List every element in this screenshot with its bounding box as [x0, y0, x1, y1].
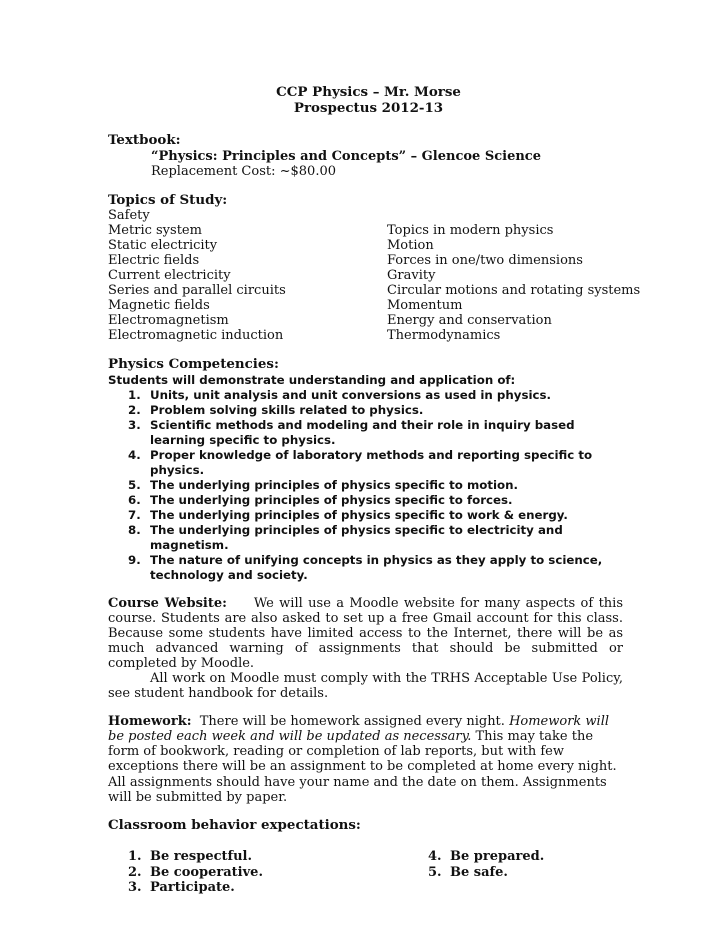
- competencies-heading: Physics Competencies:: [108, 356, 279, 372]
- item-text: Be cooperative.: [150, 864, 263, 880]
- item-number: 3.: [128, 417, 141, 432]
- item-number: 2.: [128, 864, 142, 880]
- item-text: Problem solving skills related to physics.: [150, 402, 424, 417]
- competencies-intro: Students will demonstrate understanding and application of:: [108, 372, 516, 387]
- topic-item: Electromagnetism: [108, 313, 229, 328]
- item-number: 6.: [128, 492, 141, 507]
- competencies-section: [108, 357, 623, 583]
- item-text: The underlying principles of physics specific to forces.: [150, 492, 513, 507]
- topic-item: Electromagnetic induction: [108, 328, 284, 343]
- item-number: 4.: [128, 447, 141, 462]
- item-text: Units, unit analysis and unit conversions as used in physics.: [150, 387, 552, 402]
- course-title: CCP Physics – Mr. Morse: [276, 84, 461, 100]
- list-item: [408, 849, 608, 865]
- item-text: Be prepared.: [450, 849, 545, 865]
- item-number: 1.: [128, 387, 141, 402]
- item-text: Be safe.: [450, 864, 508, 880]
- list-item: [108, 403, 623, 418]
- list-item: [108, 880, 408, 896]
- list-item: [108, 493, 623, 508]
- list-item: [108, 553, 623, 583]
- document-header: [108, 84, 623, 116]
- topic-item: Electric fields: [108, 253, 200, 268]
- topic-item: Circular motions and rotating systems: [387, 283, 641, 298]
- topic-item: Magnetic fields: [108, 298, 210, 313]
- homework-section: [108, 714, 623, 805]
- behavior-heading: Classroom behavior expectations:: [108, 816, 361, 833]
- item-number: 5.: [128, 477, 141, 492]
- topic-item: Forces in one/two dimensions: [387, 253, 583, 268]
- item-number: 2.: [128, 402, 141, 417]
- list-item: [108, 418, 623, 448]
- list-item: [108, 865, 408, 881]
- topic-item: Series and parallel circuits: [108, 283, 286, 298]
- topic-item: Motion: [387, 238, 434, 253]
- topics-right-column: [387, 223, 641, 343]
- item-number: 3.: [128, 880, 142, 896]
- item-text: The underlying principles of physics specific to electricity and magnetism.: [150, 522, 563, 552]
- item-text: The nature of unifying concepts in physics as they apply to science, technology and society.: [150, 552, 603, 582]
- topic-item: Thermodynamics: [387, 328, 501, 343]
- list-item: [108, 508, 623, 523]
- homework-text-rest: This may take the form of bookwork, reading or completion of lab reports, but with few exceptions there will be an assignment to be completed at home every night. All assignments should have your name and the date on them. Assignments will be submitted by paper.: [108, 729, 617, 805]
- topics-heading: Topics of Study:: [108, 191, 228, 208]
- homework-text: There will be homework assigned every night.: [199, 714, 505, 730]
- website-policy: All work on Moodle must comply with the TRHS Acceptable Use Policy, see student handbook for details.: [108, 670, 623, 702]
- behavior-section: [108, 818, 623, 896]
- prospectus-title: Prospectus 2012-13: [293, 100, 444, 116]
- item-number: 7.: [128, 507, 141, 522]
- item-text: Participate.: [150, 880, 235, 896]
- list-item: [408, 865, 608, 881]
- item-number: 1.: [128, 849, 142, 865]
- textbook-title: “Physics: Principles and Concepts” – Glencoe Science: [151, 148, 541, 164]
- topic-item: Metric system: [108, 223, 202, 238]
- topics-section: [108, 191, 641, 344]
- list-item: [108, 388, 623, 403]
- homework-italic: Homework will be posted each week and will be updated as necessary.: [108, 714, 610, 745]
- item-text: The underlying principles of physics specific to motion.: [150, 477, 519, 492]
- topic-item: Gravity: [387, 268, 436, 283]
- website-section: [108, 596, 623, 702]
- item-number: 5.: [428, 864, 442, 880]
- item-number: 4.: [428, 849, 442, 865]
- textbook-section: [108, 133, 623, 179]
- item-text: Proper knowledge of laboratory methods and reporting specific to physics.: [150, 447, 593, 477]
- topics-columns: [108, 223, 641, 343]
- topic-item: Current electricity: [108, 268, 231, 283]
- behavior-columns: [108, 849, 623, 896]
- item-number: 9.: [128, 552, 141, 567]
- textbook-cost: Replacement Cost: ~$80.00: [151, 163, 336, 179]
- website-body: We will use a Moodle website for many aspects of this course. Students are also asked to set up a free Gmail account for this class. Because some students have limited access to the Internet, there will be as much advanced warning of assignments that should be submitted or completed by Moodle.: [108, 595, 624, 671]
- topic-item: Static electricity: [108, 238, 218, 253]
- list-item: [108, 849, 408, 865]
- item-text: Be respectful.: [150, 849, 253, 865]
- topic-item: Energy and conservation: [387, 313, 552, 328]
- website-heading: Course Website:: [108, 595, 227, 611]
- homework-paragraph: [108, 714, 623, 805]
- item-text: Scientific methods and modeling and their role in inquiry based learning specific to physics.: [150, 417, 575, 447]
- competencies-list: [108, 388, 623, 583]
- topic-item: Momentum: [387, 298, 463, 313]
- document-page: [108, 84, 641, 896]
- textbook-heading: Textbook:: [108, 132, 181, 148]
- list-item: [108, 448, 623, 478]
- behavior-right-column: [408, 849, 608, 896]
- topics-left-column: [108, 223, 387, 343]
- list-item: [108, 523, 623, 553]
- list-item: [108, 478, 623, 493]
- homework-heading: Homework:: [108, 714, 192, 730]
- behavior-left-column: [108, 849, 408, 896]
- item-text: The underlying principles of physics specific to work & energy.: [150, 507, 568, 522]
- topic-item: Topics in modern physics: [387, 223, 554, 238]
- topic-safety: Safety: [108, 208, 150, 223]
- item-number: 8.: [128, 522, 141, 537]
- website-paragraph: [108, 596, 623, 671]
